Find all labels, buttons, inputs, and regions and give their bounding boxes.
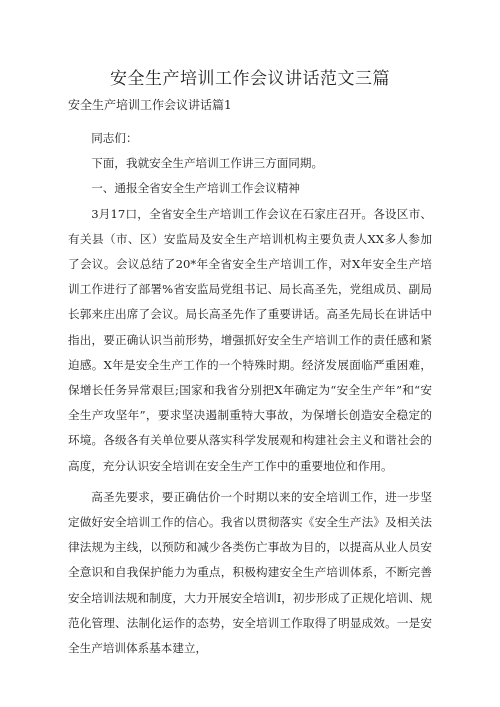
paragraph-section-heading: 一、通报全省安全生产培训工作会议精神 — [91, 181, 300, 196]
paragraph-meeting-summary: 3月17口，全省安全生产培训工作会议在石家庄召开。各设区市、有关县（市、区）安监局及安全生产培训机构主要负责人XX多人参加了会议。会议总结了20*年全省安全生产培训工作，对X年安全生产培训工作进行了部署%省安监局党组书记、局长高圣先，党组成员、副局长郭来庄出席了会议。局长高圣先作了重要讲话。高圣先局长在讲话中指出，要正确认识当前形势，增强抓好安全生产培训工作的责任感和紧迫感。X年是安全生产工作的一个特殊时期。经济发展面临严重困难，保增长任务异常艰巨;国家和我省分别把X年确定为“安全生产年”和“安全生产攻坚年”，要求坚决遏制重特大事故，为保增长创造安全稳定的环境。各级各有关单位要从落实科学发展观和构建社会主义和谐社会的高度，充分认识安全培训在安全生产工作中的重要地位和作用。 — [68, 206, 432, 473]
document-body — [68, 126, 432, 661]
paragraph-intro: 下面，我就安全生产培训工作讲三方面同期。 — [91, 156, 324, 171]
page-title: 安全生产培训工作会议讲话范文三篇 — [110, 69, 390, 89]
paragraph-salutation: 同志们： — [91, 131, 138, 145]
paragraph-requirements: 高圣先要求，要正确估价一个时期以来的安全培训工作，进一步坚定做好安全培训工作的信心。我省以贯彻落实《安全生产法》及相关法律法规为主线，以预防和减少各类伤亡事故为目的，以提高从业人员安全意识和自我保护能力为重点，积极构建安全生产培训体系，不断完善安全培训法规和制度，大力开展安全培训I，初步形成了正规化培训、规范化管理、法制化运作的态势，安全培训工作取得了明显成效。一是安全生产培训体系基本建立， — [68, 489, 432, 656]
section-heading: 安全生产培训工作会议讲话篇1 — [68, 98, 232, 112]
